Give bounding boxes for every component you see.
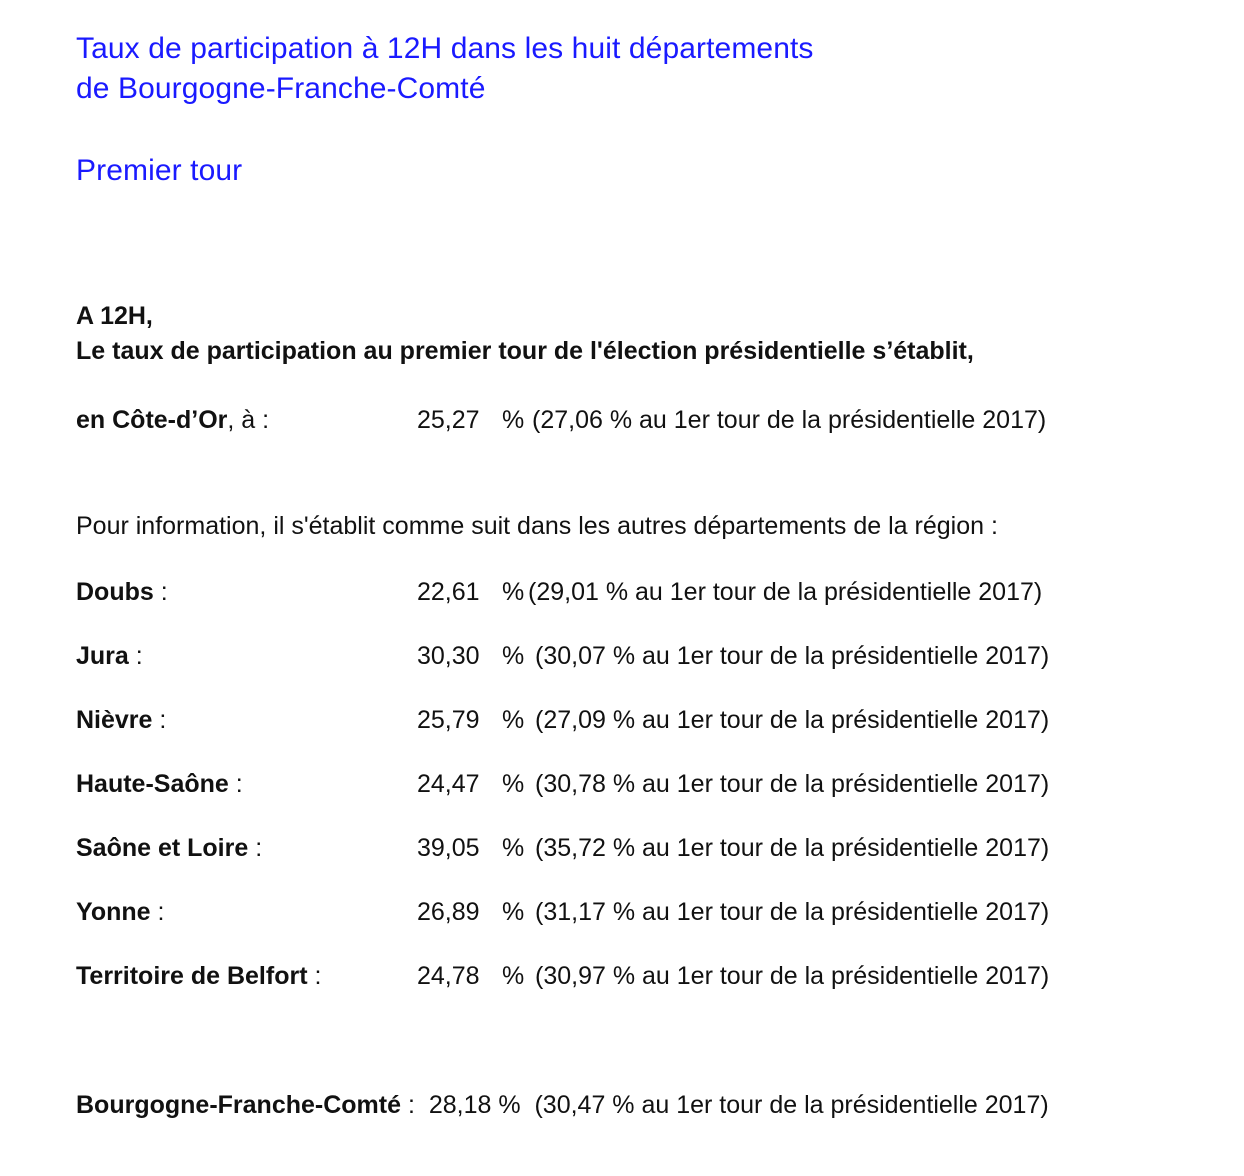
page-title-line-2: de Bourgogne-Franche-Comté [76,72,486,105]
department-label [76,578,168,607]
department-name: en Côte-d’Or [76,406,228,434]
percent-sign: % [502,962,525,990]
department-label [76,834,262,863]
department-suffix: : [248,834,263,862]
department-name: Haute-Saône [76,770,229,798]
region-reference-2017: (30,47 % au 1er tour de la présidentielle 2017) [534,1091,1049,1119]
reference-2017: (27,09 % au 1er tour de la présidentielle 2017) [535,706,1050,734]
department-name: Territoire de Belfort [76,962,308,990]
region-suffix: : [401,1091,415,1119]
intro-time: A 12H, [76,302,153,330]
department-label [76,706,166,735]
region-row [76,1091,1049,1120]
intro-sentence: Le taux de participation au premier tour de l'élection présidentielle s’établit, [76,337,974,365]
department-suffix: : [228,770,243,798]
percent-sign: % [502,706,525,734]
department-name: Saône et Loire [76,834,249,862]
department-suffix: , à : [227,406,270,434]
department-suffix: : [307,962,322,990]
participation-value: 24,78 [417,962,480,990]
department-suffix: : [153,578,168,606]
participation-value: 30,30 [417,642,480,670]
reference-2017: (35,72 % au 1er tour de la présidentielle 2017) [535,834,1050,862]
department-name: Yonne [76,898,151,926]
participation-value: 39,05 [417,834,480,862]
reference-2017: (30,97 % au 1er tour de la présidentielle 2017) [535,962,1050,990]
department-suffix: : [150,898,165,926]
department-label [76,770,243,799]
department-label [76,898,164,927]
page-subtitle: Premier tour [76,154,243,187]
department-name: Doubs [76,578,154,606]
reference-2017: (31,17 % au 1er tour de la présidentielle 2017) [535,898,1050,926]
percent-sign: % [502,770,525,798]
percent-sign: % [502,834,525,862]
reference-2017: (30,07 % au 1er tour de la présidentielle 2017) [535,642,1050,670]
info-sentence: Pour information, il s'établit comme suit dans les autres départements de la région : [76,512,998,540]
reference-2017: (30,78 % au 1er tour de la présidentielle 2017) [535,770,1050,798]
participation-value: 25,27 [417,406,480,434]
percent-sign: % [502,406,525,434]
reference-2017: (27,06 % au 1er tour de la présidentielle 2017) [532,406,1047,434]
reference-2017: (29,01 % au 1er tour de la présidentielle 2017) [528,578,1043,606]
region-value: 28,18 % [428,1091,521,1119]
percent-sign: % [502,898,525,926]
participation-value: 24,47 [417,770,480,798]
participation-value: 22,61 [417,578,480,606]
participation-value: 26,89 [417,898,480,926]
participation-value: 25,79 [417,706,480,734]
department-label [76,962,321,991]
department-label [76,406,269,435]
department-name: Nièvre [76,706,153,734]
percent-sign: % [502,642,525,670]
department-suffix: : [152,706,167,734]
page-title-line-1: Taux de participation à 12H dans les huit départements [76,32,814,65]
department-suffix: : [128,642,143,670]
department-label [76,642,143,671]
region-name: Bourgogne-Franche-Comté [76,1091,401,1119]
department-name: Jura [76,642,129,670]
percent-sign: % [502,578,525,606]
